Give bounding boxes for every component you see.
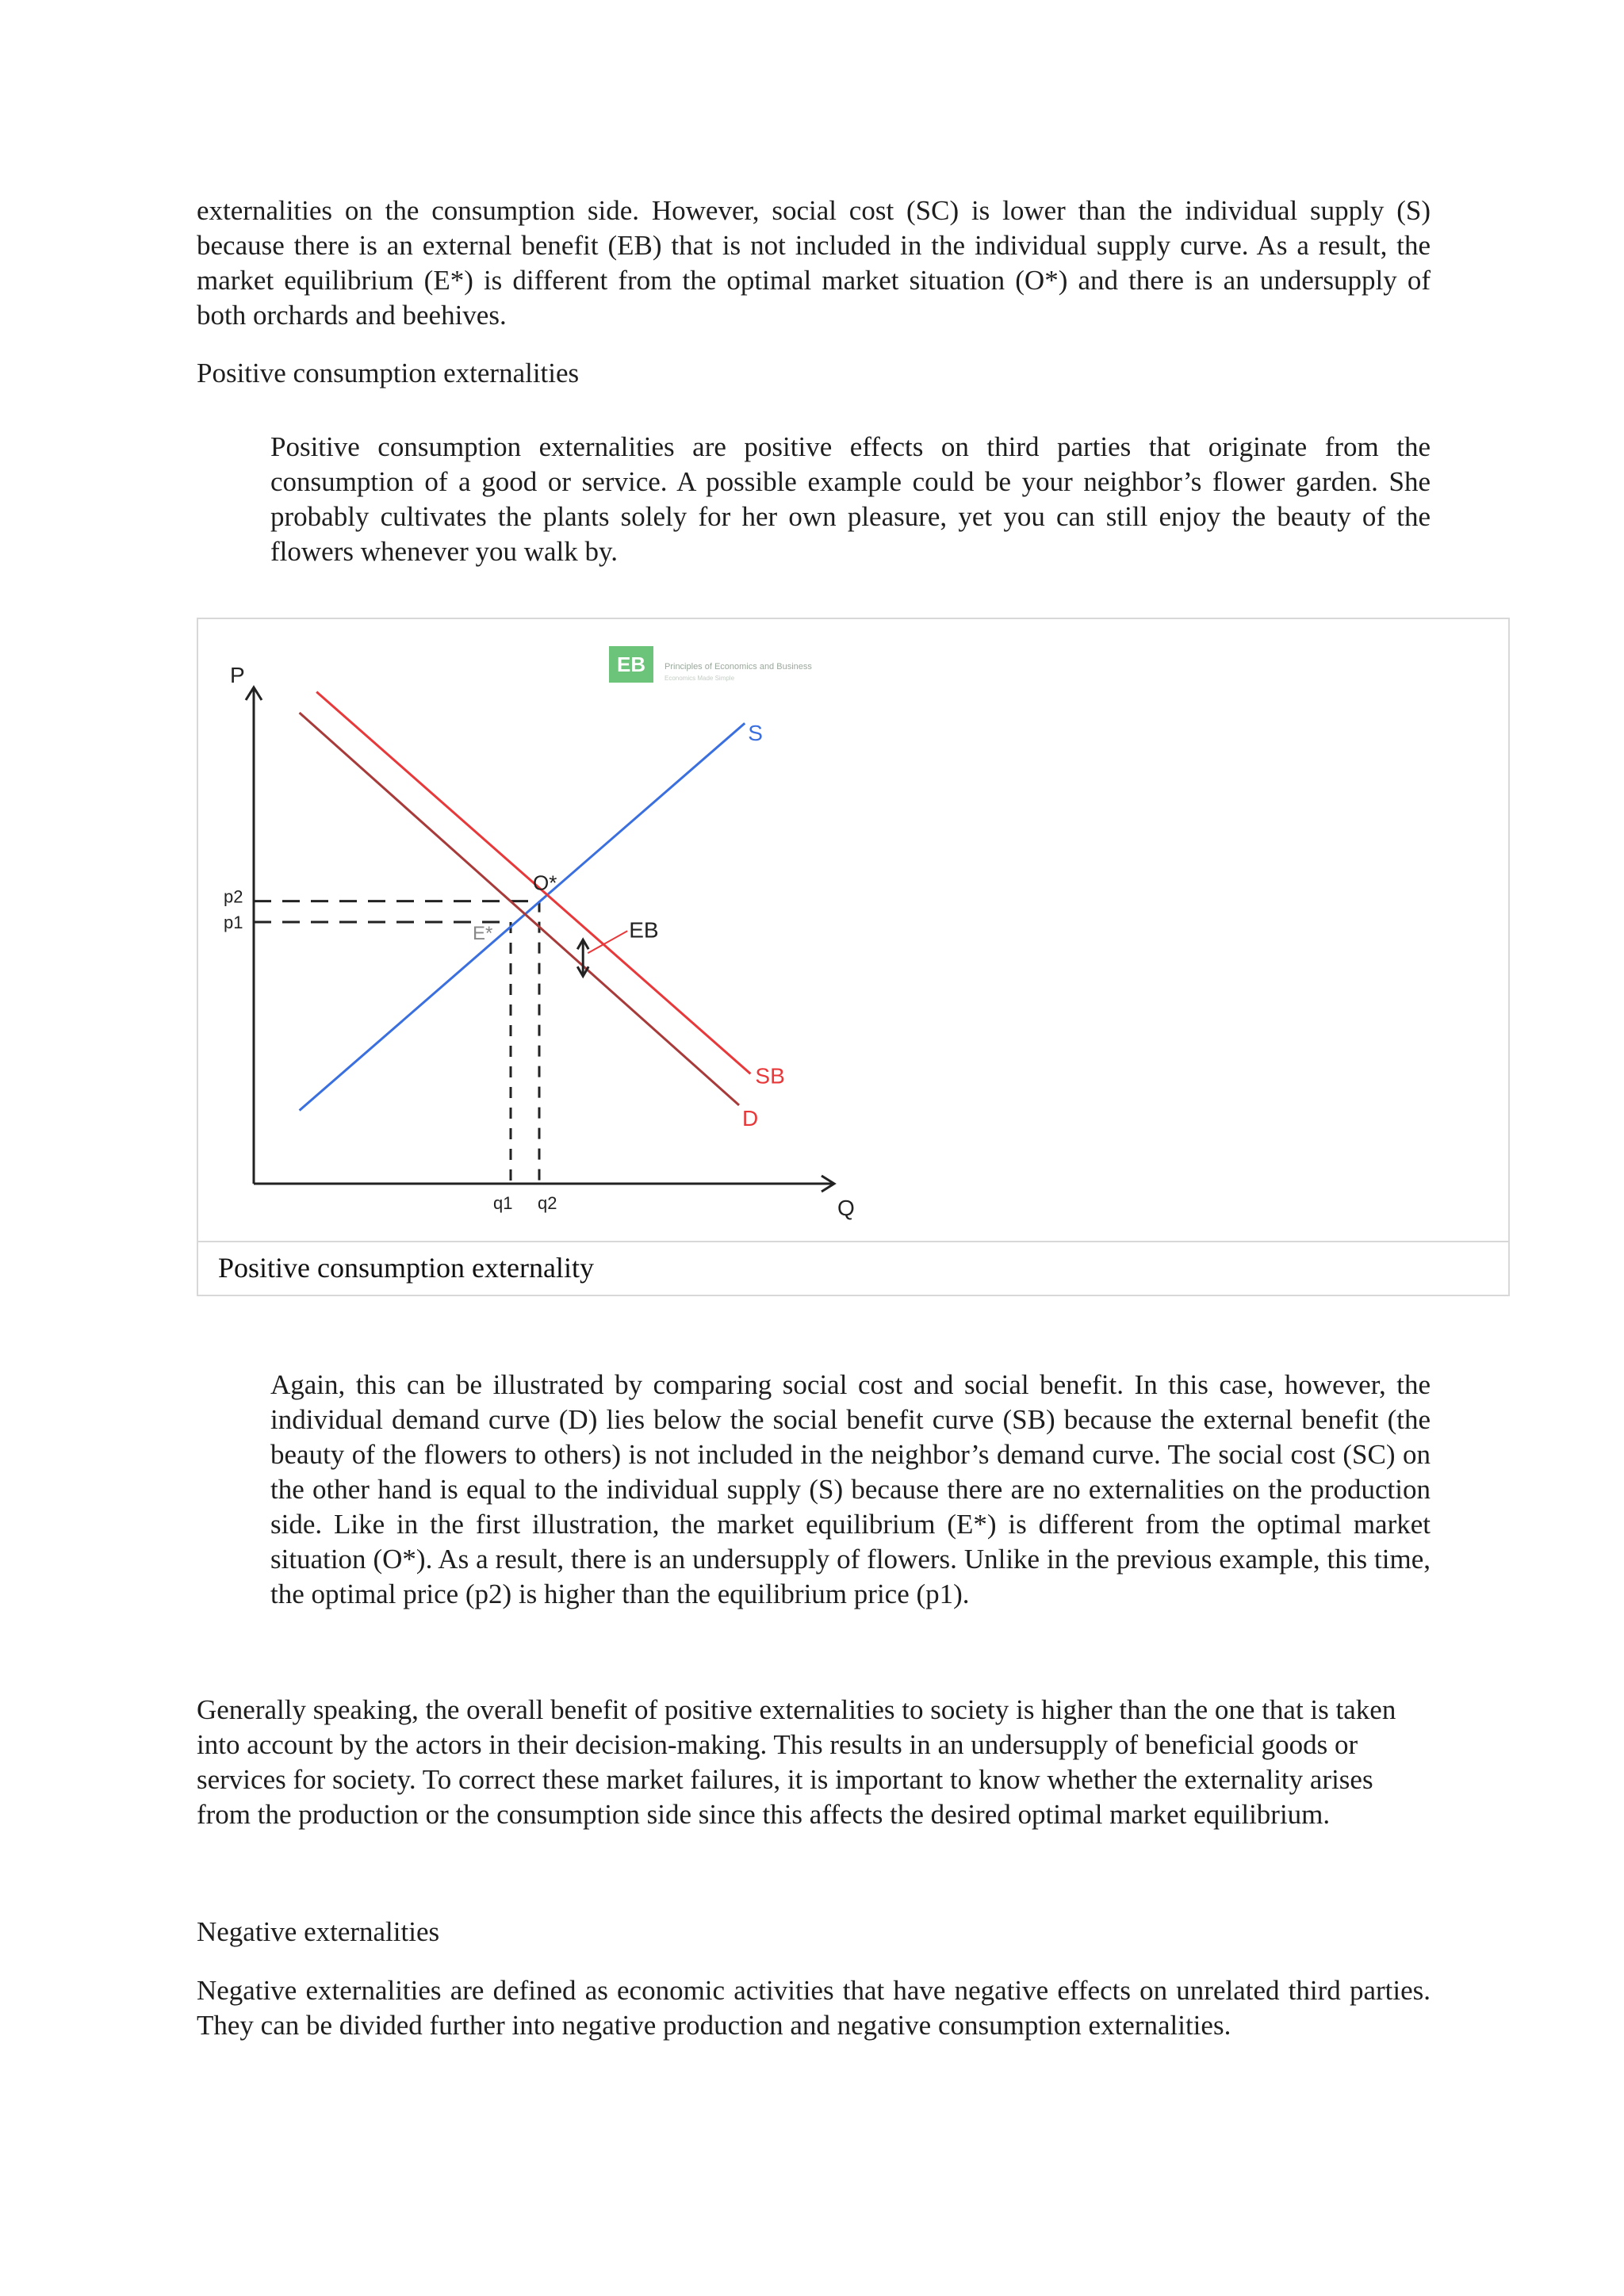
paragraph-intro: externalities on the consumption side. However, social cost (SC) is lower than the individual supply (S) because there is an external benefit (EB) that is not included in the individual supply curve. As a result, the market equilibrium (E*) is different from the optimal market situation (O*) and there is an undersupply of both orchards and beehives. [197, 195, 1431, 331]
series-line-d [300, 713, 739, 1105]
section-heading-positive-consumption: Positive consumption externalities [197, 358, 580, 388]
paragraph-negative-externalities-definition: Negative externalities are defined as economic activities that have negative effects on unrelated third parties. They can be divided further into negative production and negative consumption externalities. [197, 1975, 1431, 2041]
chart-labels [224, 721, 785, 1213]
figure-positive-consumption [197, 618, 1510, 1296]
logo [609, 646, 812, 683]
x-axis-label: Q [837, 1196, 855, 1220]
tick-label-p2: p2 [224, 886, 243, 907]
logo-subtext: Economics Made Simple [665, 675, 735, 682]
annotation-eb: EB [629, 917, 659, 943]
point-label-ostar: O* [533, 871, 557, 895]
logo-text: Principles of Economics and Business [665, 662, 812, 672]
reference-lines [254, 901, 539, 1184]
tick-label-q2: q2 [538, 1193, 557, 1213]
tick-label-p1: p1 [224, 913, 243, 932]
externality-chart [198, 619, 1508, 1241]
paragraph-positive-consumption-definition: Positive consumption externalities are positive effects on third parties that originate from the consumption of a good or service. A possible example could be your neighbor’s flower garden. She probably cultivates the plants solely for her own pleasure, yet you can still enjoy the beauty of the flowers whenever you walk by. [270, 431, 1431, 567]
paragraph-illustration-explanation: Again, this can be illustrated by comparing social cost and social benefit. In this case, however, the individual demand curve (D) lies below the social benefit curve (SB) because the external benefit (the beauty of the flowers to others) is not included in the neighbor’s demand curve. The social cost (SC) on the other hand is equal to the individual supply (S) because there are no externalities on the production side. Like in the first illustration, the market equilibrium (E*) is different from the optimal market situation (O*). As a result, there is an undersupply of flowers. Unlike in the previous example, this time, the optimal price (p2) is higher than the equilibrium price (p1). [270, 1369, 1431, 1609]
figure-caption: Positive consumption externality [218, 1252, 594, 1284]
paragraph-general-summary: Generally speaking, the overall benefit of positive externalities to society is higher than the one that is taken into account by the actors in their decision-making. This results in an undersupply of beneficial goods or services for society. To correct these market failures, it is important to know whether the externality arises from the production or the consumption side since this affects the desired optimal market equilibrium. [197, 1694, 1396, 1830]
tick-label-q1: q1 [493, 1193, 513, 1213]
y-axis-label: P [230, 663, 245, 687]
logo-mark: EB [616, 652, 646, 676]
chart-area [198, 619, 1508, 1241]
series-line-s [300, 723, 745, 1110]
axes [230, 663, 855, 1220]
caption-row [198, 1241, 1508, 1296]
series-label-s: S [748, 721, 763, 746]
series-label-sb: SB [755, 1063, 785, 1089]
series-label-d: D [742, 1106, 759, 1131]
point-label-estar: E* [473, 923, 493, 944]
section-heading-negative-externalities: Negative externalities [197, 1916, 440, 1947]
eb-arrow [577, 931, 627, 976]
